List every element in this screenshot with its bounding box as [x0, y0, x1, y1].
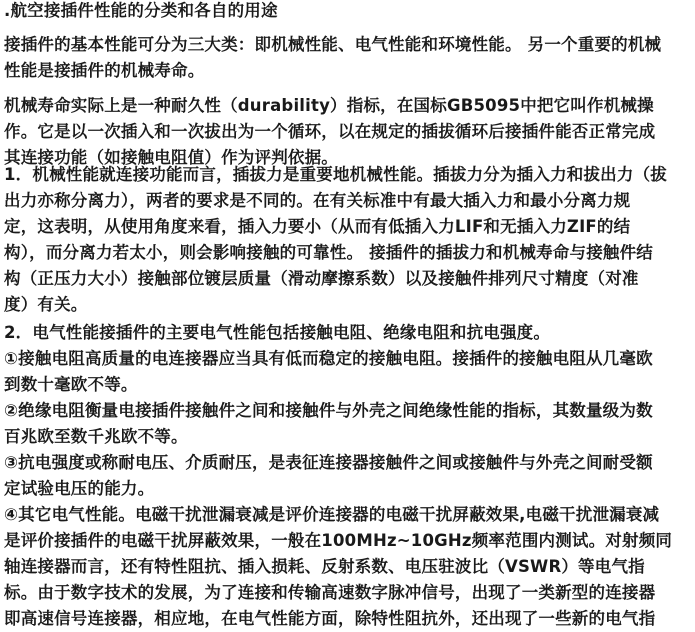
- text-line: 作。它是以一次插入和一次拔出为一个循环，以在规定的插拔循环后接插件能否正常完成: [4, 122, 656, 141]
- text-line: 定，这表明，从使用角度来看，插入力要小（从而有低插入力LIF和无插入力ZIF的结: [4, 217, 631, 236]
- electrical-performance-paragraph: [4, 320, 686, 632]
- text-line: 2．电气性能接插件的主要电气性能包括接触电阻、绝缘电阻和抗电强度。: [4, 323, 551, 342]
- text-line: ④其它电气性能。电磁干扰泄漏衰减是评价连接器的电磁干扰屏蔽效果,电磁干扰泄漏衰减: [4, 505, 660, 524]
- text-line: ③抗电强度或称耐电压、介质耐压，是表征连接器接触件之间或接触件与外壳之间耐受额: [4, 453, 653, 472]
- text-line: 是评价接插件的电磁干扰屏蔽效果，一般在100MHz~10GHz频率范围内测试。对射频同: [4, 531, 673, 550]
- text-line: 出力亦称分离力），两者的要求是不同的。在有关标准中有最大插入力和最小分离力规: [4, 191, 631, 210]
- text-line: 百兆欧至数千兆欧不等。: [4, 427, 188, 446]
- text-line: ②绝缘电阻衡量电接插件接触件之间和接触件与外壳之间绝缘性能的指标，其数量级为数: [4, 401, 653, 420]
- mechanical-performance-paragraph: [4, 162, 686, 318]
- text-line: 1．机械性能就连接功能而言，插拔力是重要地机械性能。插拔力分为插入力和拔出力（拔: [4, 165, 667, 184]
- text-line: 构（正压力大小）接触部位镀层质量（滑动摩擦系数）以及接触件排列尺寸精度（对准: [4, 269, 639, 288]
- text-line: 即高速信号连接器，相应地，在电气性能方面，除特性阻抗外，还出现了一些新的电气指: [4, 609, 656, 628]
- text-line: 接插件的基本性能可分为三大类：即机械性能、电气性能和环境性能。 另一个重要的机械: [4, 35, 662, 54]
- text-line: 定试验电压的能力。: [4, 479, 155, 498]
- text-line: 度）有关。: [4, 295, 88, 314]
- text-line: 性能是接插件的机械寿命。: [4, 61, 205, 80]
- text-line: 到数十毫欧不等。: [4, 375, 138, 394]
- mechanical-life-paragraph: [4, 93, 686, 171]
- text-line: 轴连接器而言，还有特性阻抗、插入损耗、反射系数、电压驻波比（VSWR）等电气指: [4, 557, 645, 576]
- text-line: 机械寿命实际上是一种耐久性（durability）指标，在国标GB5095中把它叫作机械操: [4, 96, 654, 115]
- text-line: 其连接功能（如接触电阻值）作为评判依据。: [4, 148, 338, 167]
- text-line: 构），而分离力若太小，则会影响接触的可靠性。 接插件的插拔力和机械寿命与接触件结: [4, 243, 653, 262]
- intro-paragraph: [4, 32, 686, 84]
- document-title: .航空接插件性能的分类和各自的用途: [4, 1, 278, 20]
- text-line: 标。由于数字技术的发展，为了连接和传输高速数字脉冲信号，出现了一类新型的连接器: [4, 583, 656, 602]
- text-line: ①接触电阻高质量的电连接器应当具有低而稳定的接触电阻。接插件的接触电阻从几毫欧: [4, 349, 653, 368]
